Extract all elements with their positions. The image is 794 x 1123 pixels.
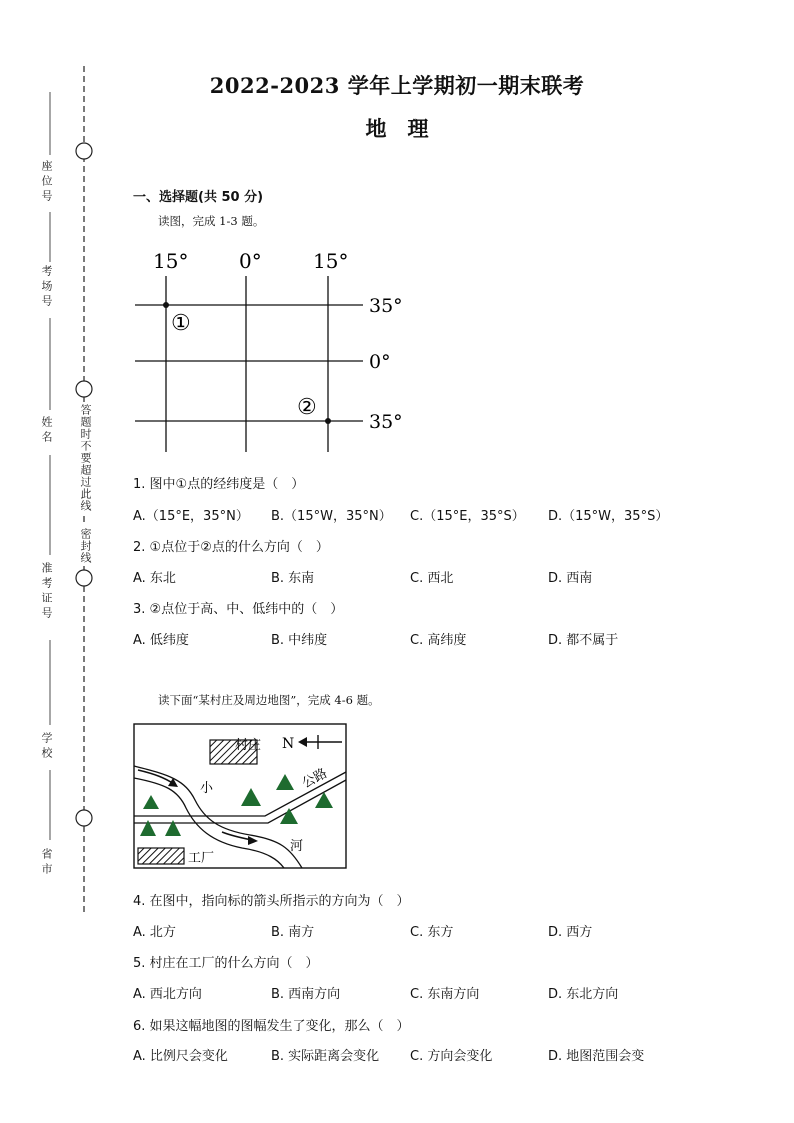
- question-3-option-d[interactable]: D. 都不属于: [548, 633, 619, 648]
- question-2-stem: 2. ①点位于②点的什么方向（ ）: [133, 540, 329, 555]
- north-label: N: [282, 736, 295, 752]
- question-4-option-a[interactable]: A. 北方: [133, 925, 176, 940]
- road-label: 公路: [299, 766, 330, 792]
- question-4-option-b[interactable]: B. 南方: [271, 925, 315, 940]
- admission-number-label: 准考证号: [40, 562, 53, 622]
- question-1-option-a[interactable]: A.（15°E，35°N）: [133, 509, 249, 524]
- question-1-option-d[interactable]: D.（15°W，35°S）: [548, 509, 669, 524]
- factory-label: 工厂: [188, 851, 215, 866]
- name-label: 姓名: [40, 416, 53, 446]
- seat-number-label: 座位号: [40, 160, 53, 205]
- question-1-stem: 1. 图中①点的经纬度是（ ）: [133, 477, 305, 492]
- question-3-option-b[interactable]: B. 中纬度: [271, 633, 328, 648]
- do-not-cross-note: 答题时不要超过此线: [79, 404, 92, 512]
- seal-hole: [76, 810, 92, 826]
- question-6-option-d[interactable]: D. 地图范围会变: [548, 1049, 645, 1064]
- question-5-option-a[interactable]: A. 西北方向: [133, 987, 202, 1002]
- question-6-option-b[interactable]: B. 实际距离会变化: [271, 1049, 380, 1064]
- point-1-label: ①: [171, 311, 191, 336]
- exam-room-label: 考场号: [40, 265, 53, 310]
- question-5-stem: 5. 村庄在工厂的什么方向（ ）: [133, 956, 319, 971]
- top-label-right: 15°: [313, 249, 349, 273]
- question-2-option-c[interactable]: C. 西北: [410, 571, 454, 586]
- question-1-option-b[interactable]: B.（15°W，35°N）: [271, 509, 392, 524]
- question-6-option-a[interactable]: A. 比例尺会变化: [133, 1049, 228, 1064]
- question-5-option-c[interactable]: C. 东南方向: [410, 987, 480, 1002]
- point-2-label: ②: [297, 395, 317, 420]
- question-5-option-d[interactable]: D. 东北方向: [548, 987, 619, 1002]
- province-city-label: 省市: [40, 848, 53, 878]
- river-label-2: 河: [290, 839, 304, 854]
- top-label-left: 15°: [153, 249, 189, 273]
- right-label-bottom: 35°: [369, 411, 403, 433]
- seal-line-note: 密封线: [79, 528, 92, 564]
- question-4-option-d[interactable]: D. 西方: [548, 925, 593, 940]
- question-4-stem: 4. 在图中，指向标的箭头所指示的方向为（ ）: [133, 894, 410, 909]
- question-2-option-b[interactable]: B. 东南: [271, 571, 315, 586]
- lat-long-grid-figure: [125, 244, 425, 459]
- question-4-option-c[interactable]: C. 东方: [410, 925, 454, 940]
- village-label: 村庄: [235, 738, 262, 753]
- seal-hole: [76, 570, 92, 586]
- section-heading: 一、选择题(共 50 分): [133, 190, 264, 205]
- question-3-option-c[interactable]: C. 高纬度: [410, 633, 467, 648]
- top-label-middle: 0°: [239, 249, 262, 273]
- question-2-option-a[interactable]: A. 东北: [133, 571, 176, 586]
- point-2-dot: [325, 418, 331, 424]
- subject-title: 地 理: [365, 116, 429, 141]
- right-label-middle: 0°: [369, 351, 391, 373]
- point-1-dot: [163, 302, 169, 308]
- question-5-option-b[interactable]: B. 西南方向: [271, 987, 341, 1002]
- question-6-option-c[interactable]: C. 方向会变化: [410, 1049, 493, 1064]
- question-2-option-d[interactable]: D. 西南: [548, 571, 593, 586]
- instruction-2: 读下面“某村庄及周边地图”，完成 4-6 题。: [158, 693, 380, 707]
- question-3-option-a[interactable]: A. 低纬度: [133, 633, 189, 648]
- school-label: 学校: [40, 732, 53, 762]
- river-label-1: 小: [200, 781, 214, 796]
- seal-hole: [76, 143, 92, 159]
- binding-lines: [0, 0, 130, 1123]
- factory-symbol: [138, 848, 184, 864]
- seal-hole: [76, 381, 92, 397]
- question-1-option-c[interactable]: C.（15°E，35°S）: [410, 509, 525, 524]
- instruction-1: 读图，完成 1-3 题。: [158, 214, 265, 228]
- question-6-stem: 6. 如果这幅地图的图幅发生了变化，那么（ ）: [133, 1019, 410, 1034]
- right-label-top: 35°: [369, 295, 403, 317]
- village-map-figure: [130, 720, 352, 872]
- question-3-stem: 3. ②点位于高、中、低纬中的（ ）: [133, 602, 344, 617]
- exam-title: 2022-2023 学年上学期初一期末联考: [209, 73, 585, 98]
